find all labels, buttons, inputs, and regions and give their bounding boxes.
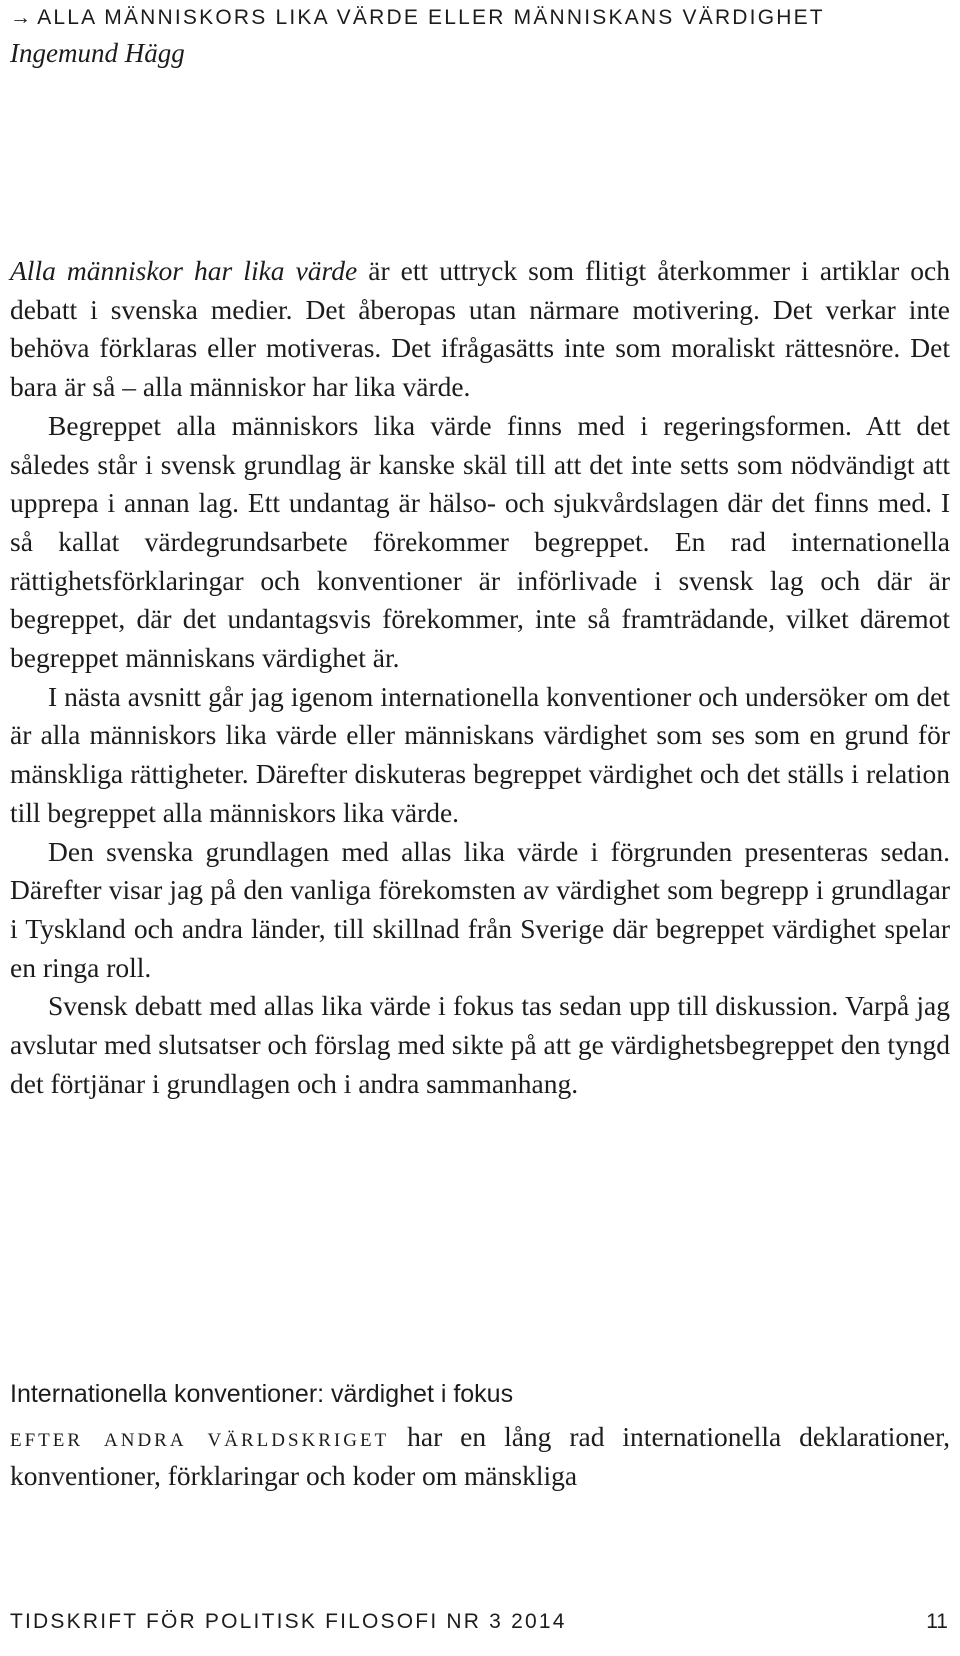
section-lead-smallcaps: efter andra världskriget: [10, 1421, 390, 1452]
paragraph-3: I nästa avsnitt går jag igenom internationella konventioner och undersöker om det är alla människors lika värde eller människans värdighet som ses som en grund för mänskliga rättigheter. Därefter diskuteras begreppet värdighet och det ställs i relation till begreppet alla människors lika värde.: [10, 680, 950, 828]
section-heading: Internationella konventioner: värdighet i fokus: [10, 1380, 514, 1408]
footer-journal-title: TIDSKRIFT FÖR POLITISK FILOSOFI NR 3 2014: [10, 1610, 567, 1633]
article-body: [10, 252, 950, 1103]
paragraph-1-text: är ett uttryck som flitigt återkommer i artiklar och debatt i svenska medier. Det åberopas utan närmare motivering. Det verkar inte behöva förklaras eller motiveras. Det ifrågasätts inte som moraliskt rättesnöre. Det bara är så – alla människor har lika värde.: [10, 255, 950, 403]
author-name: Ingemund Hägg: [10, 38, 185, 68]
paragraph-1-italic-lead: Alla människor har lika värde: [10, 255, 358, 286]
running-header: [10, 6, 825, 30]
page-number: 11: [926, 1610, 948, 1633]
paragraph-5: Svensk debatt med allas lika värde i fokus tas sedan upp till diskussion. Varpå jag avslutar med slutsatser och förslag med sikte på att ge värdighetsbegreppet den tyngd det förtjänar i grundlagen och i andra sammanhang.: [10, 990, 950, 1099]
paragraph-1: [10, 252, 950, 407]
paragraph-2: Begreppet alla människors lika värde finns med i regeringsformen. Att det således står i svensk grundlag är kanske skäl till att det inte setts som nödvändigt att upprepa i annan lag. Ett undantag är hälso- och sjukvårdslagen där det finns med. I så kallat värdegrundsarbete förekommer begreppet. En rad internationella rättighetsförklaringar och konventioner är införlivade i svensk lag och där är begreppet, där det undantagsvis förekommer, inte så framträdande, vilket däremot begreppet människans värdighet är.: [10, 409, 950, 674]
arrow-right-icon: →: [10, 6, 34, 29]
running-header-title: ALLA MÄNNISKORS LIKA VÄRDE ELLER MÄNNISKANS VÄRDIGHET: [37, 6, 825, 29]
section-paragraph-1-text: har en lång rad internationella deklarationer, konventioner, förklaringar och koder om mänskliga: [10, 1421, 951, 1491]
paragraph-4: Den svenska grundlagen med allas lika värde i förgrunden presenteras sedan. Därefter visar jag på den vanliga förekomsten av värdighet som begrepp i grundlagar i Tyskland och andra länder, till skillnad från Sverige där begreppet värdighet spelar en ringa roll.: [10, 835, 950, 983]
section-paragraph-1: [10, 1418, 950, 1495]
section-body: [10, 1418, 950, 1495]
